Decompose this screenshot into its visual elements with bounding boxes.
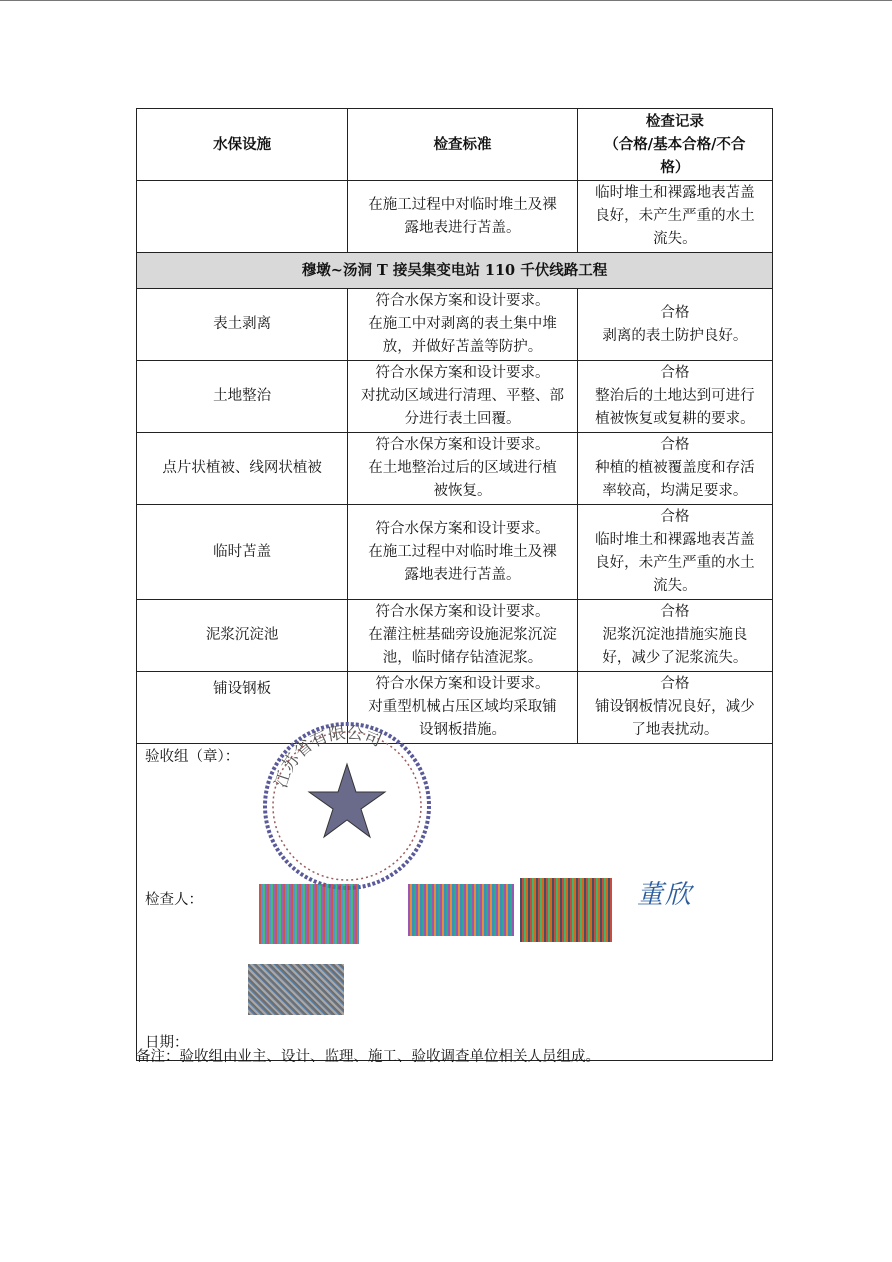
standard-cell: 在施工过程中对临时堆土及裸 露地表进行苫盖。: [348, 181, 577, 253]
table-row: [137, 361, 773, 433]
svg-text:江苏省有限公司: 江苏省有限公司: [271, 722, 385, 791]
record-cell: 合格 临时堆土和裸露地表苫盖 良好，未产生严重的水土 流失。: [577, 505, 772, 600]
facility-cell: 表土剥离: [137, 289, 348, 361]
facility-cell: 点片状植被、线网状植被: [137, 433, 348, 505]
facility-cell: [137, 181, 348, 253]
record-cell: 合格 铺设钢板情况良好，减少 了地表扰动。: [577, 672, 772, 744]
table-row: [137, 672, 773, 744]
handwritten-signature: 董欣: [637, 880, 694, 910]
record-cell: 临时堆土和裸露地表苫盖 良好，未产生严重的水土 流失。: [577, 181, 772, 253]
table-row-continued: [137, 181, 773, 253]
redacted-signature-4: [248, 964, 344, 1015]
inspection-table: [136, 108, 773, 1061]
date-label: 日期：: [145, 1035, 189, 1051]
signature-cell: [137, 722, 773, 1061]
table-row: [137, 600, 773, 672]
group-label: 验收组（章）：: [145, 749, 240, 765]
standard-cell: 符合水保方案和设计要求。 对重型机械占压区域均采取铺 设钢板措施。: [348, 672, 577, 744]
facility-cell: 临时苫盖: [137, 505, 348, 600]
company-seal-stamp: [257, 716, 437, 896]
facility-cell: 铺设钢板: [137, 672, 348, 744]
footnote: 备注：验收组由业主、设计、监理、施工、验收调查单位相关人员组成。: [136, 1049, 600, 1065]
signature-row: [137, 744, 773, 1061]
table-row: [137, 289, 773, 361]
record-cell: 合格 剥离的表土防护良好。: [577, 289, 772, 361]
standard-cell: 符合水保方案和设计要求。 对扰动区域进行清理、平整、部 分进行表土回覆。: [348, 361, 577, 433]
header-standard: 检查标准: [348, 109, 577, 181]
standard-cell: 符合水保方案和设计要求。 在灌注桩基础旁设施泥浆沉淀 池，临时储存钻渣泥浆。: [348, 600, 577, 672]
record-cell: 合格 整治后的土地达到可进行 植被恢复或复耕的要求。: [577, 361, 772, 433]
page-top-border: [0, 0, 892, 1]
record-cell: 合格 种植的植被覆盖度和存活 率较高，均满足要求。: [577, 433, 772, 505]
standard-cell: 符合水保方案和设计要求。 在土地整治过后的区域进行植 被恢复。: [348, 433, 577, 505]
header-record: 检查记录 （合格/基本合格/不合 格）: [577, 109, 772, 181]
section-title-row: [137, 253, 773, 289]
redacted-signature-2: [408, 884, 514, 936]
section-title: 穆墩~汤洞 T 接吴集变电站 110 千伏线路工程: [137, 253, 773, 289]
redacted-signature-3: [520, 878, 612, 942]
table-row: [137, 505, 773, 600]
inspector-label: 检查人：: [145, 892, 203, 908]
standard-cell: 符合水保方案和设计要求。 在施工中对剥离的表土集中堆 放，并做好苫盖等防护。: [348, 289, 577, 361]
record-cell: 合格 泥浆沉淀池措施实施良 好，减少了泥浆流失。: [577, 600, 772, 672]
facility-cell: 土地整治: [137, 361, 348, 433]
table-row: [137, 433, 773, 505]
header-facility: 水保设施: [137, 109, 348, 181]
redacted-signature-1: [259, 884, 359, 944]
table-header-row: [137, 109, 773, 181]
standard-cell: 符合水保方案和设计要求。 在施工过程中对临时堆土及裸 露地表进行苫盖。: [348, 505, 577, 600]
facility-cell: 泥浆沉淀池: [137, 600, 348, 672]
